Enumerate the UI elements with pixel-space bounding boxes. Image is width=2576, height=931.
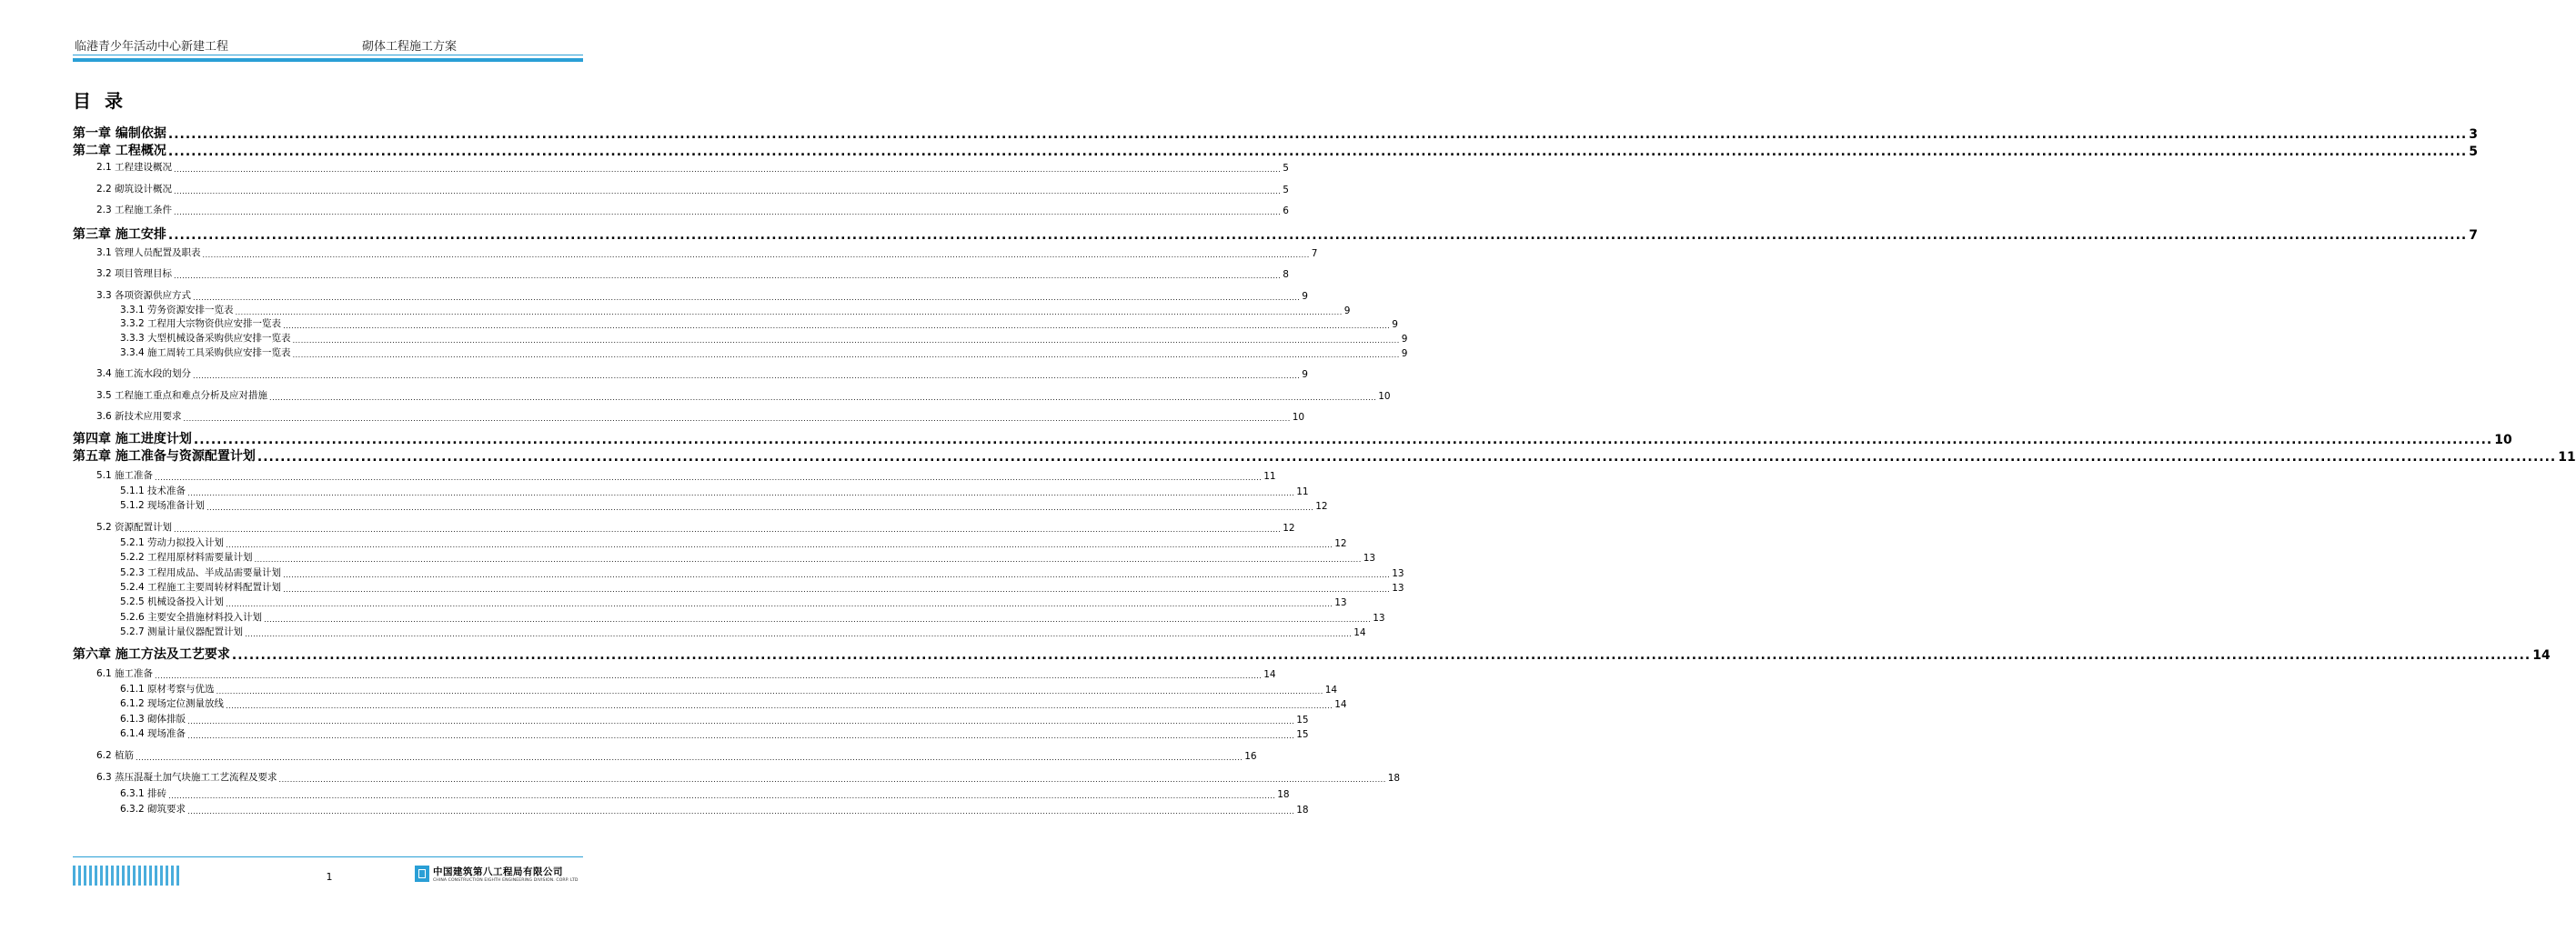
- toc-section-entry[interactable]: [96, 748, 1257, 762]
- toc-entry-title: 3.3.3 大型机械设备采购供应安排一览表: [120, 333, 291, 344]
- toc-entry-title: 6.1 施工准备: [96, 668, 154, 679]
- dot-leader: ................................................................................................................................................................................................................................................................................................................................................................................................................: [183, 415, 1291, 423]
- toc-subsection-entry[interactable]: [120, 682, 1338, 696]
- toc-entry-title: 5.1.2 现场准备计划: [120, 500, 206, 511]
- dot-leader: ................................................................................................................................................................................................................................................................................................................................................................................................................: [245, 630, 1353, 638]
- toc-entry-page: 8: [1283, 269, 1289, 280]
- toc-chapter-entry[interactable]: [73, 124, 2478, 142]
- toc-subsection-entry[interactable]: [120, 595, 1347, 608]
- project-name: 临港青少年活动中心新建工程: [75, 40, 229, 54]
- toc-entry-page: 14: [1353, 627, 1366, 638]
- toc-entry-title: 5.1 施工准备: [96, 470, 154, 481]
- toc-entry-page: 3: [2469, 127, 2478, 142]
- toc-entry-page: 13: [1363, 553, 1376, 564]
- toc-entry-title: 第五章 施工准备与资源配置计划: [73, 449, 256, 464]
- toc-entry-page: 12: [1334, 538, 1347, 549]
- toc-chapter-entry[interactable]: [73, 225, 2478, 243]
- toc-subsection-entry[interactable]: [120, 610, 1385, 624]
- toc-entry-page: 9: [1401, 334, 1408, 345]
- toc-subsection-entry[interactable]: [120, 484, 1309, 497]
- toc-entry-title: 2.1 工程建设概况: [96, 162, 173, 173]
- toc-section-entry[interactable]: [96, 245, 1318, 259]
- toc-subsection-entry[interactable]: [120, 498, 1328, 512]
- toc-entry-title: 5.2.1 劳动力拟投入计划: [120, 537, 225, 548]
- dot-leader: ................................................................................................................................................................................................................................................................................................................................................................................................................: [283, 586, 1391, 594]
- toc-entry-title: 第三章 施工安排: [73, 227, 166, 242]
- footer-divider: [73, 856, 583, 857]
- toc-entry-title: 5.2 资源配置计划: [96, 522, 173, 533]
- toc-entry-title: 6.3.1 排砖: [120, 788, 167, 799]
- dot-leader: ................................................................................................................................................................................................................................................................................................................................................................................................................: [264, 616, 1372, 624]
- dot-leader: ................................................................................................................................................................................................................................................................................................................................................................................................................: [167, 145, 2468, 159]
- toc-entry-title: 第一章 编制依据: [73, 126, 166, 141]
- dot-leader: ................................................................................................................................................................................................................................................................................................................................................................................................................: [187, 807, 1295, 816]
- dot-leader: ................................................................................................................................................................................................................................................................................................................................................................................................................: [257, 450, 2557, 465]
- toc-entry-title: 6.3.2 砌筑要求: [120, 804, 186, 815]
- dot-leader: ................................................................................................................................................................................................................................................................................................................................................................................................................: [292, 351, 1400, 359]
- toc-entry-page: 5: [1283, 163, 1289, 174]
- dot-leader: ................................................................................................................................................................................................................................................................................................................................................................................................................: [206, 504, 1314, 512]
- toc-entry-page: 14: [1263, 669, 1276, 680]
- header-divider-thick: [73, 58, 583, 62]
- dot-leader: ................................................................................................................................................................................................................................................................................................................................................................................................................: [226, 600, 1333, 608]
- toc-entry-page: 9: [1392, 319, 1398, 330]
- toc-section-entry[interactable]: [96, 182, 1289, 195]
- toc-entry-page: 5: [2469, 145, 2478, 159]
- toc-entry-page: 12: [1315, 501, 1328, 512]
- toc-chapter-entry[interactable]: [73, 141, 2478, 159]
- toc-subsection-entry[interactable]: [120, 786, 1290, 800]
- toc-subsection-entry[interactable]: [120, 712, 1309, 726]
- toc-subsection-entry[interactable]: [120, 536, 1347, 549]
- dot-leader: ................................................................................................................................................................................................................................................................................................................................................................................................................: [254, 556, 1362, 564]
- toc-entry-title: 3.3 各项资源供应方式: [96, 290, 192, 301]
- toc-section-entry[interactable]: [96, 266, 1289, 280]
- dot-leader: ................................................................................................................................................................................................................................................................................................................................................................................................................: [283, 571, 1391, 579]
- company-logo-icon: [415, 866, 429, 882]
- toc-entry-page: 18: [1387, 773, 1401, 784]
- toc-entry-page: 9: [1302, 369, 1308, 380]
- toc-subsection-entry[interactable]: [120, 345, 1408, 359]
- toc-entry-title: 5.2.6 主要安全措施材料投入计划: [120, 612, 263, 623]
- toc-entry-page: 9: [1401, 348, 1408, 359]
- toc-section-entry[interactable]: [96, 203, 1289, 216]
- document-name: 砌体工程施工方案: [362, 40, 458, 54]
- toc-section-entry[interactable]: [96, 468, 1276, 482]
- page-header: [73, 36, 583, 55]
- dot-leader: ................................................................................................................................................................................................................................................................................................................................................................................................................: [155, 474, 1263, 482]
- toc-title: 目 录: [73, 90, 126, 112]
- toc-entry-title: 5.1.1 技术准备: [120, 486, 186, 496]
- toc-entry-title: 6.1.1 原材考察与优选: [120, 684, 215, 695]
- toc-entry-title: 3.2 项目管理目标: [96, 268, 173, 279]
- toc-entry-title: 3.4 施工流水段的划分: [96, 368, 192, 379]
- toc-entry-page: 6: [1283, 205, 1289, 216]
- toc-section-entry[interactable]: [96, 160, 1289, 174]
- dot-leader: ................................................................................................................................................................................................................................................................................................................................................................................................................: [174, 187, 1282, 195]
- dot-leader: ................................................................................................................................................................................................................................................................................................................................................................................................................: [167, 127, 2468, 142]
- toc-entry-title: 第二章 工程概况: [73, 144, 166, 158]
- toc-entry-title: 3.3.1 劳务资源安排一览表: [120, 305, 234, 315]
- toc-entry-title: 5.2.7 测量计量仪器配置计划: [120, 626, 244, 637]
- toc-entry-page: 14: [1324, 685, 1338, 696]
- toc-subsection-entry[interactable]: [120, 580, 1404, 594]
- dot-leader: ................................................................................................................................................................................................................................................................................................................................................................................................................: [187, 717, 1295, 726]
- dot-leader: ................................................................................................................................................................................................................................................................................................................................................................................................................: [226, 541, 1333, 549]
- dot-leader: ................................................................................................................................................................................................................................................................................................................................................................................................................: [187, 732, 1295, 740]
- toc-entry-title: 5.2.3 工程用成品、半成品需要量计划: [120, 567, 282, 578]
- toc-entry-title: 6.1.4 现场准备: [120, 728, 186, 739]
- toc-entry-title: 6.3 蒸压混凝土加气块施工工艺流程及要求: [96, 772, 277, 783]
- toc-entry-page: 15: [1296, 729, 1309, 740]
- toc-entry-title: 2.3 工程施工条件: [96, 205, 173, 215]
- toc-section-entry[interactable]: [96, 288, 1308, 302]
- toc-subsection-entry[interactable]: [120, 696, 1347, 710]
- dot-leader: ................................................................................................................................................................................................................................................................................................................................................................................................................: [202, 251, 1310, 259]
- toc-entry-page: 13: [1334, 597, 1347, 608]
- toc-entry-page: 14: [2532, 648, 2551, 663]
- toc-entry-title: 5.2.5 机械设备投入计划: [120, 596, 225, 607]
- dot-leader: ................................................................................................................................................................................................................................................................................................................................................................................................................: [226, 702, 1333, 710]
- toc-entry-title: 第六章 施工方法及工艺要求: [73, 647, 230, 662]
- toc-entry-page: 5: [1283, 185, 1289, 195]
- toc-subsection-entry[interactable]: [120, 625, 1366, 638]
- toc-subsection-entry[interactable]: [120, 550, 1376, 564]
- dot-leader: ................................................................................................................................................................................................................................................................................................................................................................................................................: [187, 489, 1295, 497]
- toc-entry-title: 3.3.2 工程用大宗物资供应安排一览表: [120, 318, 282, 329]
- toc-entry-page: 13: [1392, 568, 1404, 579]
- toc-entry-page: 16: [1244, 751, 1257, 762]
- dot-leader: ................................................................................................................................................................................................................................................................................................................................................................................................................: [155, 672, 1263, 680]
- toc-entry-title: 6.2 植筋: [96, 750, 135, 761]
- dot-leader: ................................................................................................................................................................................................................................................................................................................................................................................................................: [193, 294, 1301, 302]
- dot-leader: ................................................................................................................................................................................................................................................................................................................................................................................................................: [136, 754, 1243, 762]
- toc-entry-title: 5.2.4 工程施工主要周转材料配置计划: [120, 582, 282, 593]
- dot-leader: ................................................................................................................................................................................................................................................................................................................................................................................................................: [174, 208, 1282, 216]
- toc-chapter-entry[interactable]: [73, 429, 2512, 447]
- toc-entry-page: 18: [1277, 789, 1290, 800]
- toc-entry-page: 10: [1292, 412, 1305, 423]
- toc-entry-page: 13: [1373, 613, 1385, 624]
- toc-entry-title: 2.2 砌筑设计概况: [96, 184, 173, 195]
- toc-subsection-entry[interactable]: [120, 802, 1309, 816]
- toc-entry-title: 5.2.2 工程用原材料需要量计划: [120, 552, 253, 563]
- toc-entry-page: 15: [1296, 715, 1309, 726]
- toc-section-entry[interactable]: [96, 388, 1391, 402]
- company-name: 中国建筑第八工程局有限公司: [433, 866, 563, 877]
- toc-entry-title: 3.1 管理人员配置及职表: [96, 247, 201, 258]
- toc-subsection-entry[interactable]: [120, 566, 1404, 579]
- dot-leader: ................................................................................................................................................................................................................................................................................................................................................................................................................: [269, 394, 1377, 402]
- toc-entry-title: 3.3.4 施工周转工具采购供应安排一览表: [120, 347, 291, 358]
- toc-entry-title: 3.5 工程施工重点和难点分析及应对措施: [96, 390, 268, 401]
- toc-entry-page: 12: [1283, 523, 1295, 534]
- dot-leader: ................................................................................................................................................................................................................................................................................................................................................................................................................: [167, 228, 2468, 243]
- toc-entry-title: 6.1.2 现场定位测量放线: [120, 698, 225, 709]
- toc-entry-page: 10: [1378, 391, 1391, 402]
- toc-subsection-entry[interactable]: [120, 331, 1408, 345]
- dot-leader: ................................................................................................................................................................................................................................................................................................................................................................................................................: [216, 687, 1323, 696]
- toc-section-entry[interactable]: [96, 770, 1401, 784]
- toc-chapter-entry[interactable]: [73, 446, 2576, 465]
- toc-entry-page: 13: [1392, 583, 1404, 594]
- dot-leader: ................................................................................................................................................................................................................................................................................................................................................................................................................: [231, 648, 2531, 663]
- toc-subsection-entry[interactable]: [120, 726, 1309, 740]
- toc-chapter-entry[interactable]: [73, 645, 2551, 663]
- page-number: 1: [326, 871, 333, 883]
- dot-leader: ................................................................................................................................................................................................................................................................................................................................................................................................................: [278, 776, 1386, 784]
- toc-entry-page: 7: [1311, 248, 1318, 259]
- toc-entry-page: 11: [1263, 471, 1276, 482]
- toc-entry-page: 11: [1296, 486, 1309, 497]
- toc-entry-title: 3.6 新技术应用要求: [96, 411, 182, 422]
- toc-section-entry[interactable]: [96, 520, 1295, 534]
- toc-subsection-entry[interactable]: [120, 316, 1398, 330]
- dot-leader: ................................................................................................................................................................................................................................................................................................................................................................................................................: [193, 433, 2493, 447]
- toc-entry-page: 18: [1296, 805, 1309, 816]
- toc-section-entry[interactable]: [96, 666, 1276, 680]
- toc-section-entry[interactable]: [96, 366, 1308, 380]
- dot-leader: ................................................................................................................................................................................................................................................................................................................................................................................................................: [193, 372, 1301, 380]
- toc-entry-page: 9: [1302, 291, 1308, 302]
- decorative-pattern: [73, 866, 180, 886]
- dot-leader: ................................................................................................................................................................................................................................................................................................................................................................................................................: [174, 526, 1282, 534]
- toc-entry-page: 14: [1334, 699, 1347, 710]
- toc-section-entry[interactable]: [96, 409, 1305, 423]
- toc-subsection-entry[interactable]: [120, 303, 1351, 316]
- toc-entry-page: 11: [2558, 450, 2576, 465]
- toc-entry-page: 10: [2494, 433, 2512, 447]
- toc-entry-page: 7: [2469, 228, 2478, 243]
- dot-leader: ................................................................................................................................................................................................................................................................................................................................................................................................................: [174, 165, 1282, 174]
- dot-leader: ................................................................................................................................................................................................................................................................................................................................................................................................................: [283, 322, 1391, 330]
- toc-entry-title: 第四章 施工进度计划: [73, 432, 192, 446]
- dot-leader: ................................................................................................................................................................................................................................................................................................................................................................................................................: [292, 336, 1400, 345]
- toc-entry-page: 9: [1343, 305, 1351, 316]
- company-name-english: CHINA CONSTRUCTION EIGHTH ENGINEERING DIVISION. CORP. LTD: [433, 878, 579, 883]
- dot-leader: ................................................................................................................................................................................................................................................................................................................................................................................................................: [174, 272, 1282, 280]
- dot-leader: ................................................................................................................................................................................................................................................................................................................................................................................................................: [235, 308, 1343, 316]
- toc-entry-title: 6.1.3 砌体排版: [120, 714, 186, 725]
- dot-leader: ................................................................................................................................................................................................................................................................................................................................................................................................................: [168, 792, 1276, 800]
